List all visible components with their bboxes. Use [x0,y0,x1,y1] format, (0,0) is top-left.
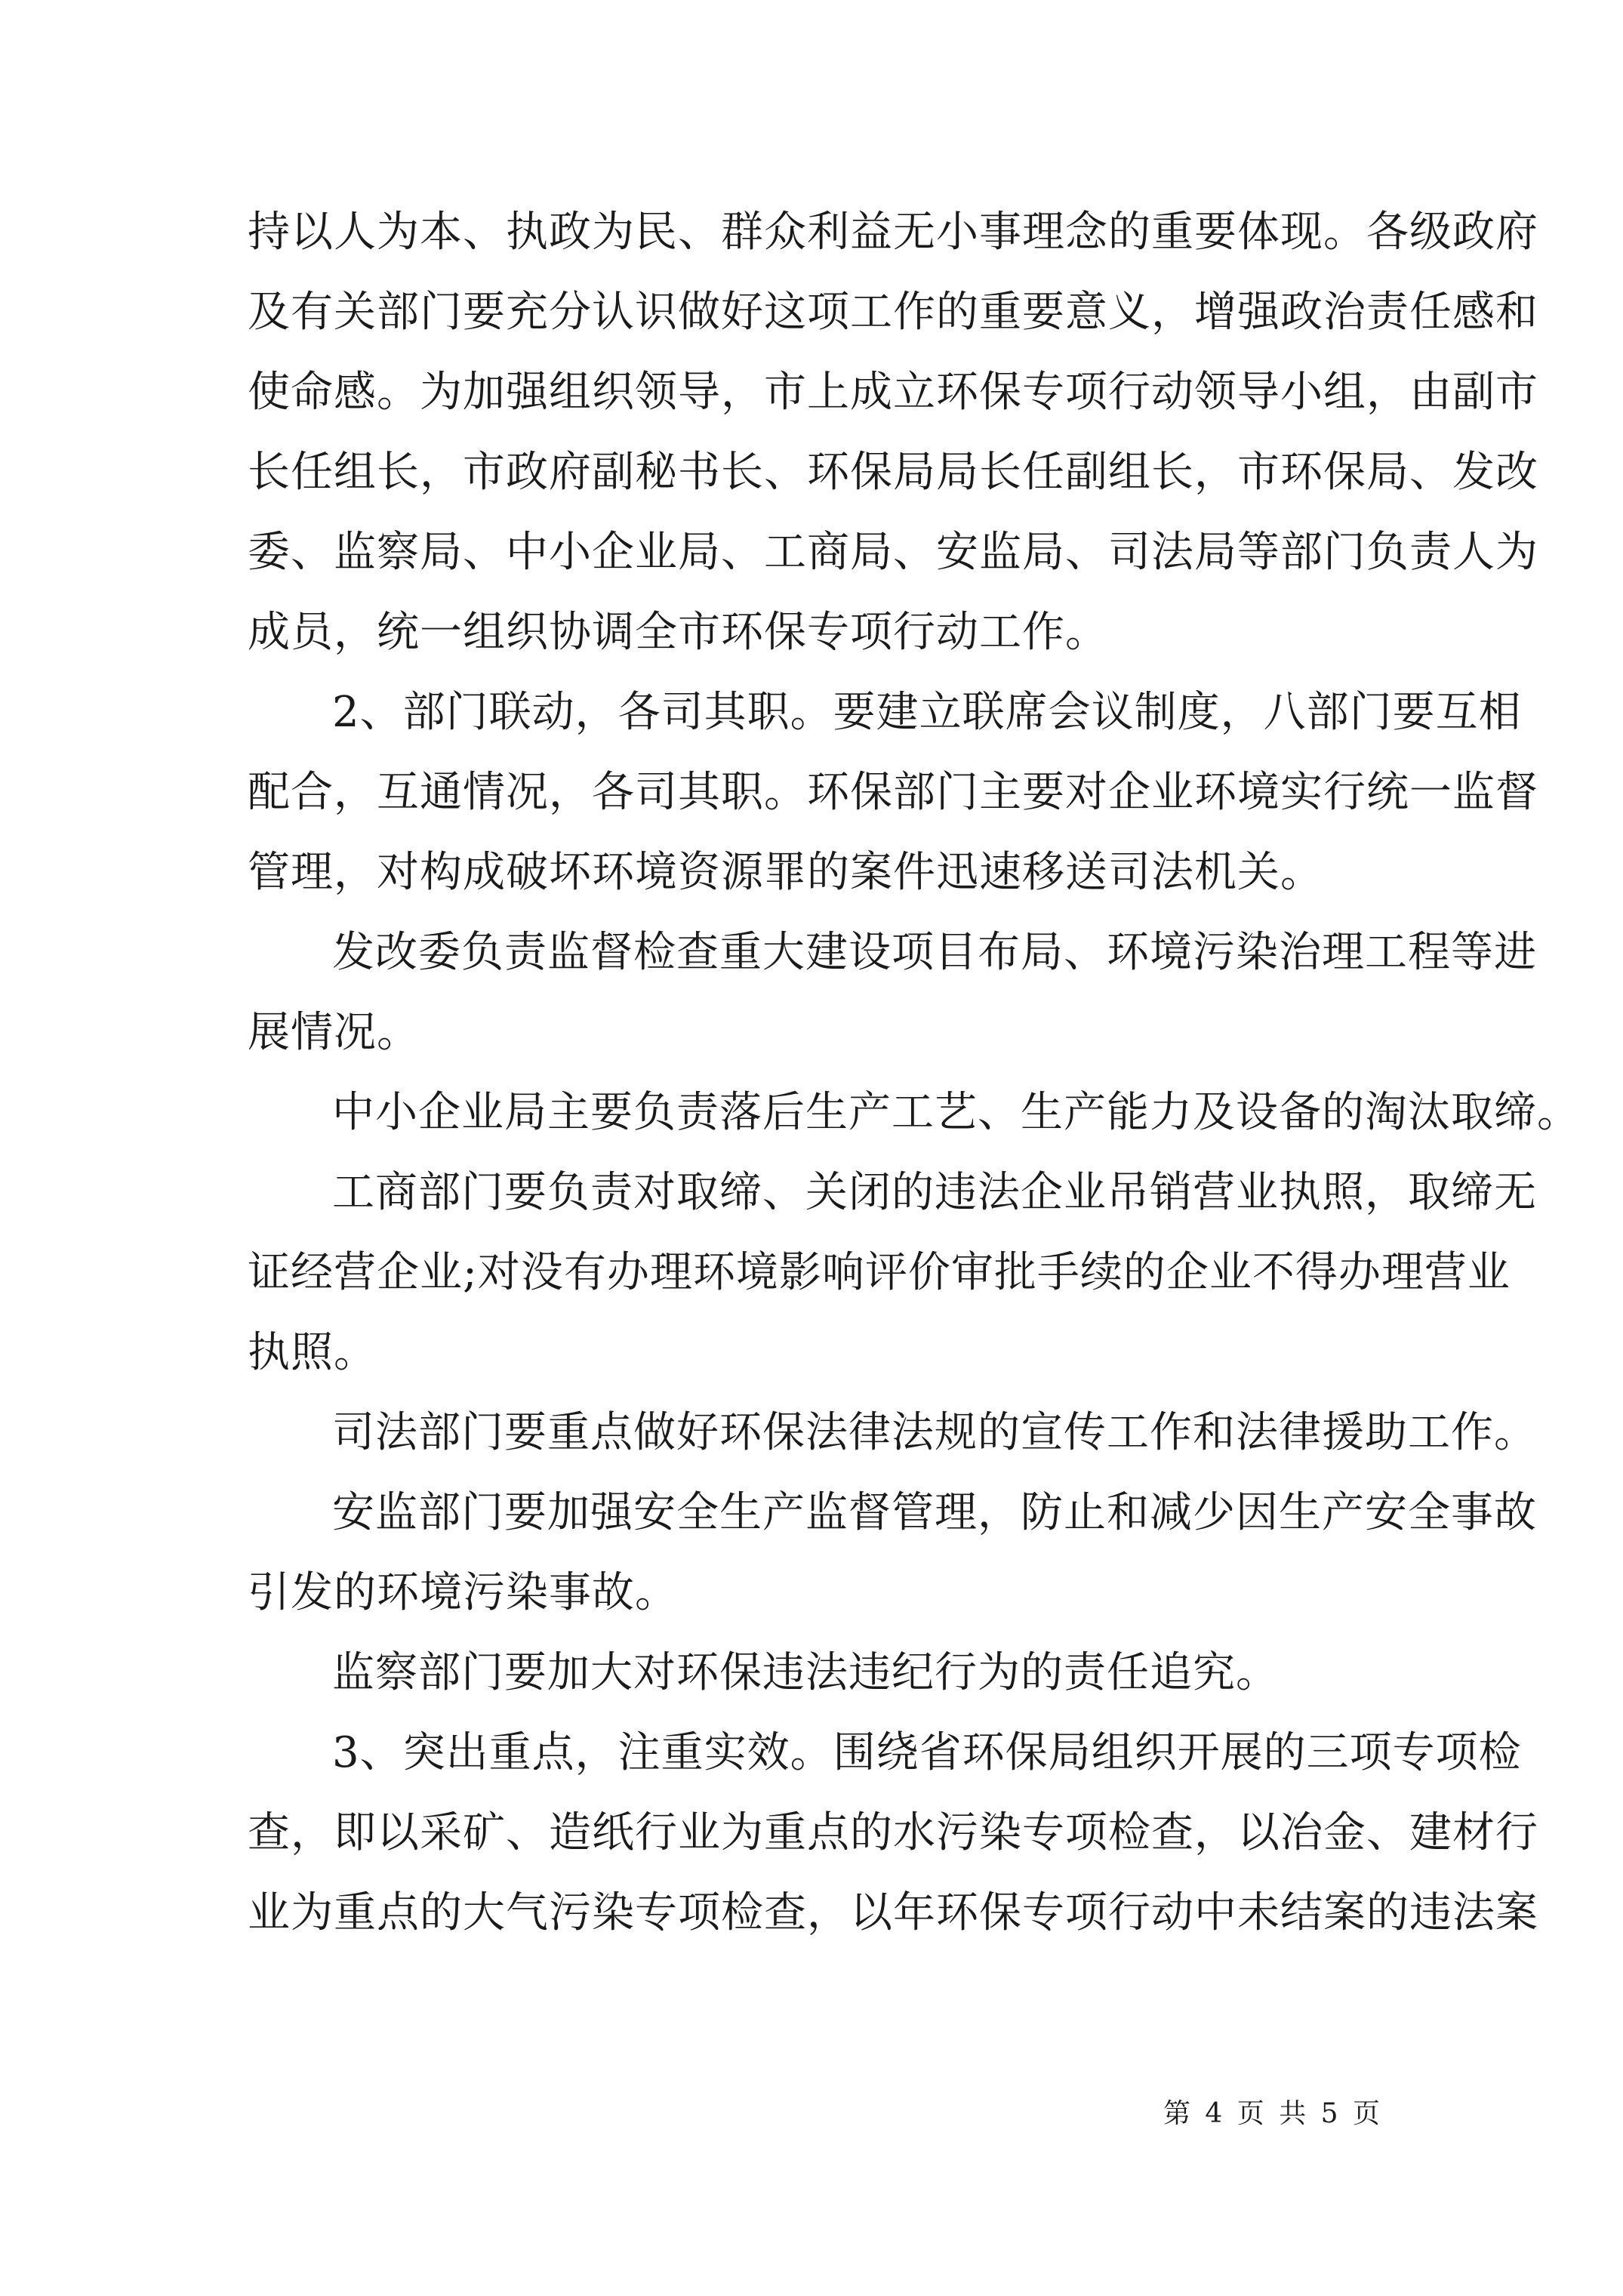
page-number-footer: 第 4 页 共 5 页 [1163,2098,1383,2129]
text-line: 及有关部门要充分认识做好这项工作的重要意义，增强政治责任感和 [248,288,1538,337]
text-line: 司法部门要重点做好环保法律法规的宣传工作和法律援助工作。 [332,1408,1537,1457]
text-line: 2、部门联动，各司其职。要建立联席会议制度，八部门要互相 [332,688,1522,737]
document-body [248,193,1580,1953]
text-line: 中小企业局主要负责落后生产工艺、生产能力及设备的淘汰取缔。 [332,1088,1580,1137]
text-line: 安监部门要加强安全生产监督管理，防止和减少因生产安全事故 [332,1488,1537,1537]
text-line: 监察部门要加大对环保违法违纪行为的责任追究。 [332,1648,1279,1697]
text-line: 工商部门要负责对取缔、关闭的违法企业吊销营业执照，取缔无 [332,1168,1537,1217]
text-line: 3、突出重点，注重实效。围绕省环保局组织开展的三项专项检 [332,1728,1522,1777]
text-line: 持以人为本、执政为民、群众利益无小事理念的重要体现。各级政府 [248,208,1538,257]
text-line: 业为重点的大气污染专项检查，以年环保专项行动中未结案的违法案 [248,1888,1538,1937]
text-line: 查，即以采矿、造纸行业为重点的水污染专项检查，以冶金、建材行 [248,1808,1538,1857]
text-line: 证经营企业;对没有办理环境影响评价审批手续的企业不得办理营业 [248,1248,1511,1297]
text-line: 管理，对构成破坏环境资源罪的案件迅速移送司法机关。 [248,848,1323,897]
text-line: 委、监察局、中小企业局、工商局、安监局、司法局等部门负责人为 [248,528,1538,577]
text-line: 使命感。为加强组织领导，市上成立环保专项行动领导小组，由副市 [248,368,1538,417]
text-line: 发改委负责监督检查重大建设项目布局、环境污染治理工程等进 [332,928,1537,977]
text-line: 引发的环境污染事故。 [248,1568,678,1617]
text-line: 展情况。 [248,1008,420,1057]
text-line: 长任组长，市政府副秘书长、环保局局长任副组长，市环保局、发改 [248,448,1538,497]
text-line: 执照。 [248,1328,377,1377]
text-line: 成员，统一组织协调全市环保专项行动工作。 [248,608,1108,657]
text-line: 配合，互通情况，各司其职。环保部门主要对企业环境实行统一监督 [248,768,1538,817]
